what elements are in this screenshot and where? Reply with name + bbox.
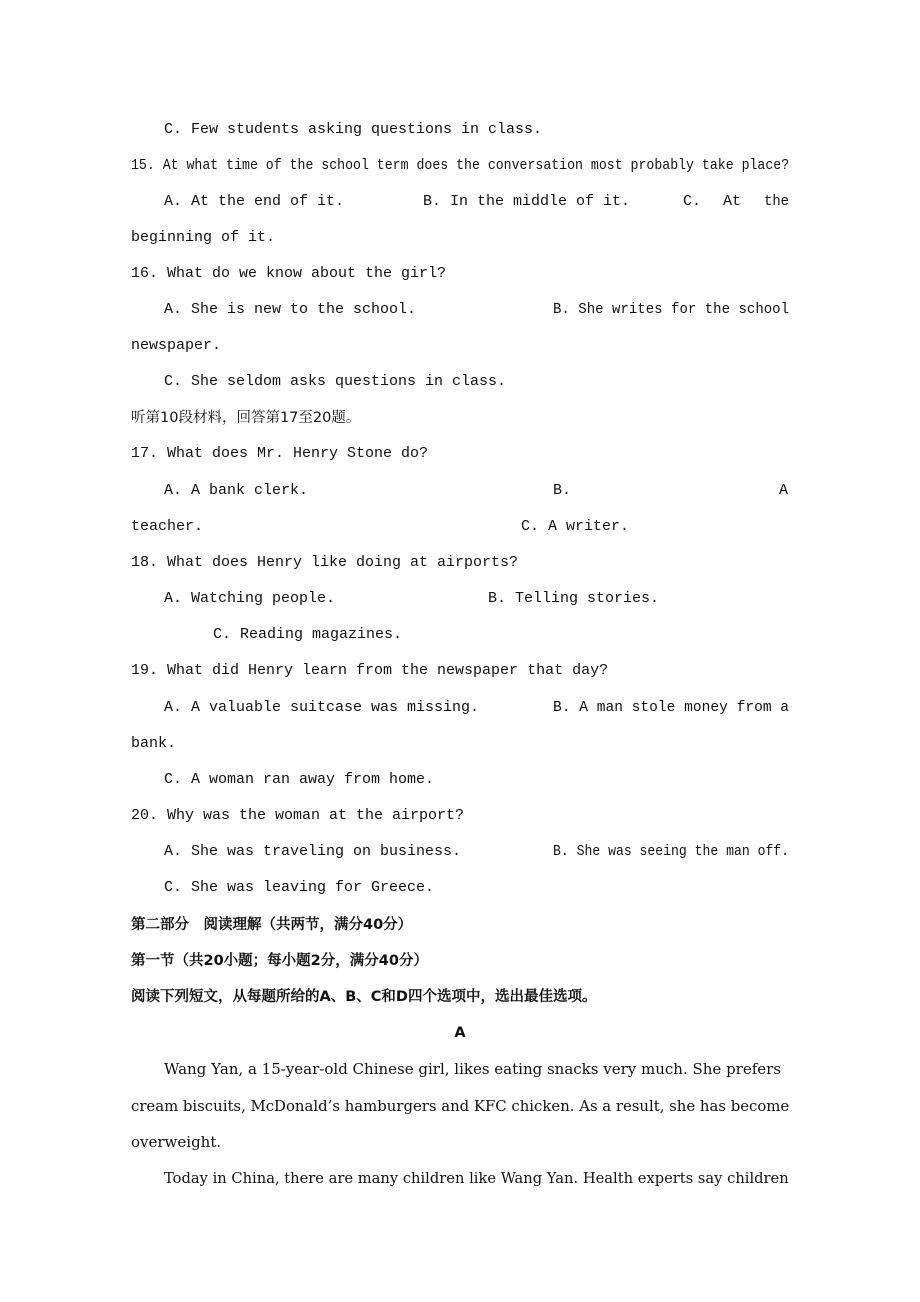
- q15-option-c-word1: At: [723, 193, 742, 210]
- q15-option-c-word2: the: [764, 193, 790, 210]
- q15-option-c-cont: beginning of it.: [131, 229, 276, 246]
- q16-option-b: B. She writes for the school: [553, 301, 790, 318]
- q16-option-b-cont: newspaper.: [131, 337, 222, 354]
- q17-option-a: A. A bank clerk.: [164, 482, 309, 499]
- passage-a-p1-line2: cream biscuits, McDonald’s hamburgers and KFC chicken. As a result, she has become: [131, 1097, 790, 1115]
- q16-option-c: C. She seldom asks questions in class.: [164, 373, 507, 390]
- q17-option-b-label: B.: [553, 482, 572, 499]
- q17-option-c: C. A writer.: [521, 518, 630, 535]
- q19-option-b: B. A man stole money from a: [553, 699, 790, 716]
- q19-question: 19. What did Henry learn from the newspaper that day?: [131, 662, 609, 679]
- passage-label: A: [454, 1025, 466, 1041]
- part2-section1-heading: 第一节（共20小题；每小题2分，满分40分）: [131, 953, 428, 969]
- q20-option-b: B. She was seeing the man off.: [553, 843, 790, 860]
- q15-question: 15. At what time of the school term does the conversation most probably take place?: [131, 157, 790, 174]
- q18-option-c: C. Reading magazines.: [213, 626, 403, 643]
- q15-option-c-label: C.: [683, 193, 702, 210]
- section-10-instruction: 听第10段材料，回答第17至20题。: [131, 410, 361, 426]
- q20-question: 20. Why was the woman at the airport?: [131, 807, 465, 824]
- q20-option-c: C. She was leaving for Greece.: [164, 879, 435, 896]
- q18-question: 18. What does Henry like doing at airports?: [131, 554, 519, 571]
- passage-a-p1-line1: Wang Yan, a 15-year-old Chinese girl, likes eating snacks very much. She prefers: [164, 1060, 782, 1078]
- q18-option-b: B. Telling stories.: [488, 590, 660, 607]
- q16-question: 16. What do we know about the girl?: [131, 265, 447, 282]
- q17-option-b-article: A: [779, 482, 789, 499]
- q14-option-c: C. Few students asking questions in class.: [164, 121, 543, 138]
- q17-option-b-cont: teacher.: [131, 518, 204, 535]
- q19-option-c: C. A woman ran away from home.: [164, 771, 435, 788]
- q20-option-a: A. She was traveling on business.: [164, 843, 462, 860]
- q19-option-b-cont: bank.: [131, 735, 177, 752]
- q19-option-a: A. A valuable suitcase was missing.: [164, 699, 480, 716]
- q18-option-a: A. Watching people.: [164, 590, 336, 607]
- part2-instructions: 阅读下列短文，从每题所给的A、B、C和D四个选项中，选出最佳选项。: [131, 989, 597, 1005]
- q15-option-b: B. In the middle of it.: [423, 193, 631, 210]
- q15-option-a: A. At the end of it.: [164, 193, 345, 210]
- q16-option-a: A. She is new to the school.: [164, 301, 417, 318]
- passage-a-p2-line1: Today in China, there are many children like Wang Yan. Health experts say children: [164, 1169, 789, 1187]
- part2-heading: 第二部分 阅读理解（共两节，满分40分）: [131, 917, 413, 933]
- passage-a-p1-line3: overweight.: [131, 1133, 222, 1151]
- q17-question: 17. What does Mr. Henry Stone do?: [131, 445, 429, 462]
